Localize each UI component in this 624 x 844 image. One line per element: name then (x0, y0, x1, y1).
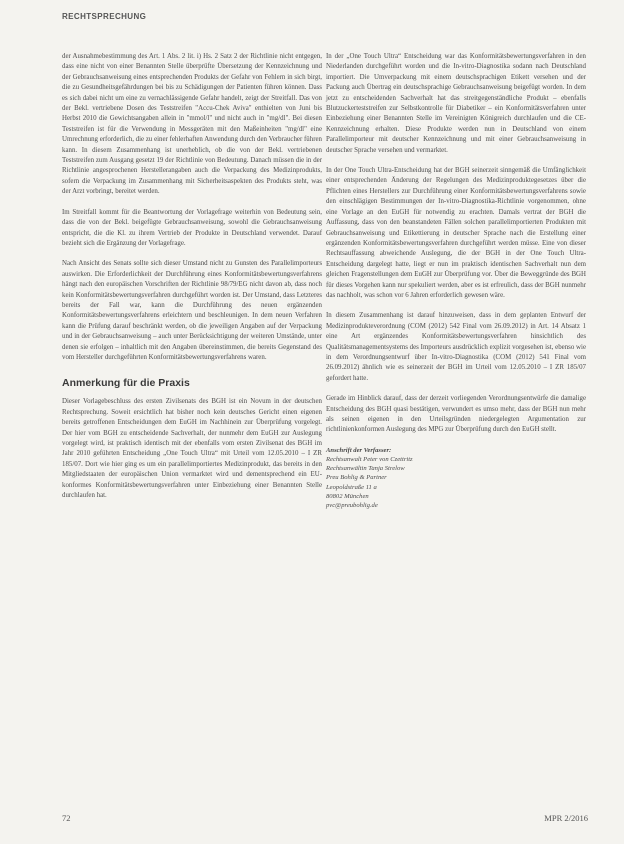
body-paragraph: Dieser Vorlagebeschluss des ersten Zivilsenats des BGH ist ein Novum in der deutschen Rechtsprechung. Soweit ersichtlich hat bisher noch kein deutsches Gericht einen eigenen bereits getroffenen Entscheidungen dem EuGH im Nachhinein zur Überprüfung vorgelegt. Der hier vom BGH zu entscheidende Sachverhalt, der nunmehr dem EuGH zur Auslegung vorgelegt wird, ist praktisch identisch mit der ebenfalls vom ersten Zivilsenat des BGH im Jahr 2010 geführten Entscheidung „One Touch Ultra“ mit Urteil vom 12.05.2010 – I ZR 185/07. Dort wie hier ging es um ein parallelimportiertes Medizinprodukt, das bereits in den Mitgliedstaaten der europäischen Union vermarktet wird und dementsprechend ein EU-konformes Konformitätsbewertungsverfahren unter Einbeziehung einer Benannten Stelle durchlaufen hat. (62, 398, 322, 500)
section-heading: Anmerkung für die Praxis (62, 377, 190, 390)
author-line: Leopoldstraße 11 a (326, 483, 377, 491)
left-column (62, 52, 322, 511)
author-line: Rechtsanwalt Peter von Czettritz (326, 456, 413, 464)
body-paragraph: In der One Touch Ultra-Entscheidung hat der BGH seinerzeit sinngemäß die Umfänglichkeit einer entsprechenden Änderung der Regelungen des Medizinproduktegesetzes über die Pflichten eines Herstellers zur Durchführung einer Konformitätsbewertungsverfahrens sowie den einschlägigen Bestimmungen der In-vitro-Diagnostika-Richtlinie vorgenommen, ohne eine Vorlage an den EuGH für notwendig zu erachten. Damals vertrat der BGH die Auffassung, dass von den beanstandeten Fällen solchen parallelimportierten Produkten mit Gebrauchsanweisung und Etikettierung in deutscher Sprache nach die Erstellung einer ergänzenden Konformitätsbewertungsverfahren durchgeführt werden müsse. Eine von dieser Rechtsauffassung abweichende Auslegung, die der BGH in der One Touch Ultra-Entscheidung dargelegt hatte, liegt er nun im praktisch identischen Sachverhalt nun dem gleichen Fragenstellungen dem EuGH zur Überprüfung vor. Über die Beweggründe des BGH für dieses Vorgehen kann nur spekuliert werden, aber es ist erfreulich, dass der BGH nunmehr das nachholt, was schon vor 6 Jahren erforderlich gewesen wäre. (326, 167, 586, 299)
body-paragraph: In diesem Zusammenhang ist darauf hinzuweisen, dass in dem geplanten Entwurf der Medizinprodukteverordnung (COM (2012) 542 Final vom 26.09.2012) in Art. 14 Absatz 1 eine Art ergänzendes Konformitätsbewertungsverfahren hinsichtlich des Qualitätsmanagementsystems des Importeurs ausdrücklich explizit vorgesehen ist, ebenso wie in dem Verordnungsentwurf über In-vitro-Diagnostika (COM (2012) 541 Final vom 26.09.2012) ähnlich wie es seinerzeit der BGH im Urteil vom 12.05.2010 – I ZR 185/07 gefordert hatte. (326, 312, 586, 382)
body-paragraph: Nach Ansicht des Senats sollte sich dieser Umstand nicht zu Gunsten des Parallelimporteurs auswirken. Die Erforderlichkeit der Durchführung eines Konformitätsbewertungsverfahrens hängt nach den europäischen Vorschriften der Richtlinie 98/79/EG nicht davon ab, dass noch kein Konformitätsbewertungsverfahren durchgeführt worden ist. Der Umstand, dass Letzteres bereits der Fall war, kann die Durchführung des neuen ergänzenden Konformitätsbewertungsverfahrens erleichtern und beschleunigen. In dem neuen Verfahren kann die Prüfung darauf beschränkt werden, ob die jeweiligen Angaben auf der Verpackung und in der Gebrauchsanweisung – auch unter Berücksichtigung der weiteren Umstände, unter denen sie erfolgen – inhaltlich mit den Angaben übereinstimmen, die bereits Gegenstand des vom Hersteller durchgeführten Konformitätsbewertungsverfahrens waren. (62, 260, 322, 361)
author-email[interactable]: pvc@preubohlig.de (326, 502, 378, 510)
body-paragraph: In der „One Touch Ultra“ Entscheidung war das Konformitätsbewertungsverfahren in den Niederlanden durchgeführt worden und die In-vitro-Diagnostika sodann nach Deutschland importiert. Die Umverpackung mit einem deutschsprachigen Etikett versehen und der Packung auch Übertrag ein deutschsprachige Gebrauchsanweisung beigefügt worden. In dem jetzt zu entscheidenden Sachverhalt hat das streitgegenständliche Produkt – ebenfalls Blutzuckerteststreifen zur Selbstkontrolle für Diabetiker – ein Konformitätsverfahren unter Einbeziehung einer Benannten Stelle im Vereinigten Königreich durchlaufen und die CE-Kennzeichnung erhalten. Diese Produkte werden nun in Deutschland von einem Parallelimporteur mit deutscher Kennzeichnung und mit einer Gebrauchsanweisung in deutscher Sprache versehen und vermarktet. (326, 53, 586, 154)
author-heading: Anschrift der Verfasser: (326, 446, 392, 454)
body-paragraph: Gerade im Hinblick darauf, dass der derzeit vorliegenden Verordnungsentwürfe die damalige Entscheidung des BGH quasi bestätigen, verwundert es umso mehr, dass der BGH nun mehr als seinen eigenen in den Urteilsgründen niedergelegten Argumentation zur richtlinienkonformen Auslegung des MPG zur Überprüfung durch den EuGH stellt. (326, 395, 586, 434)
author-line: Rechtsanwältin Tanja Strelow (326, 465, 405, 473)
body-paragraph: Im Streitfall kommt für die Beantwortung der Vorlagefrage weiterhin von Bedeutung sein, dass die von der Bekl. beigefügte Gebrauchsanweisung, sowohl die Gebrauchsanweisung entspricht, die die Kl. zu ihrem Vertrieb der Produkte in Deutschland verwendet. Darauf bezieht sich die Ergänzung der Vorlagefrage. (62, 208, 322, 247)
section-label: RECHTSPRECHUNG (62, 12, 147, 21)
author-address (326, 446, 586, 510)
body-paragraph: der Ausnahmebestimmung des Art. 1 Abs. 2 lit. i) Hs. 2 Satz 2 der Richtlinie nicht entgegen, dass eine nicht von einer Benannten Stelle überprüfte Übersetzung der Kennzeichnung und der Gebrauchsanweisung eines entsprechenden Produkts der Gefahr von Fehlern in sich birgt, die zu Gesundheitsgefährdungen bei bis zu Schädigungen der Patienten führen können. Dass es sich dabei nicht um eine zu vernachlässigende Gefahr handelt, zeigt der Streitfall. Das von der Bekl. vertriebene Dosen des Teststreifen "Accu-Chek Aviva" enthielten von Juni bis Herbst 2010 die Gewichtsangaben allein in "mmol/l" und nicht auch in "mg/dl". Bei diesen Teststreifen ist für die Verwendung in Messgeräten mit den Maßeinheiten "mg/dl" eine Umrechnung erforderlich, die zu einer fehlerhaften Anwendung durch den Verbraucher führen kann. In diesem Zusammenhang ist unerheblich, ob die von der Bekl. vertriebenen Teststreifen zum Ausgang gesetzt 19 der Richtlinie von Bedeutung. Danach müssen die in der Richtlinie angesprochenen Herstellerangaben auch die Verpackung des Medizinprodukts, sofern die Verpackung im Zusammenhang mit Sicherheitsaspekten des Produkts steht, was der Arzt vorbringt, bereitet werden. (62, 53, 322, 196)
journal-issue: MPR 2/2016 (544, 813, 588, 823)
page-number: 72 (62, 813, 71, 823)
right-column (326, 52, 586, 510)
author-line: Preu Bohlig & Partner (326, 474, 387, 482)
author-line: 80802 München (326, 492, 369, 500)
